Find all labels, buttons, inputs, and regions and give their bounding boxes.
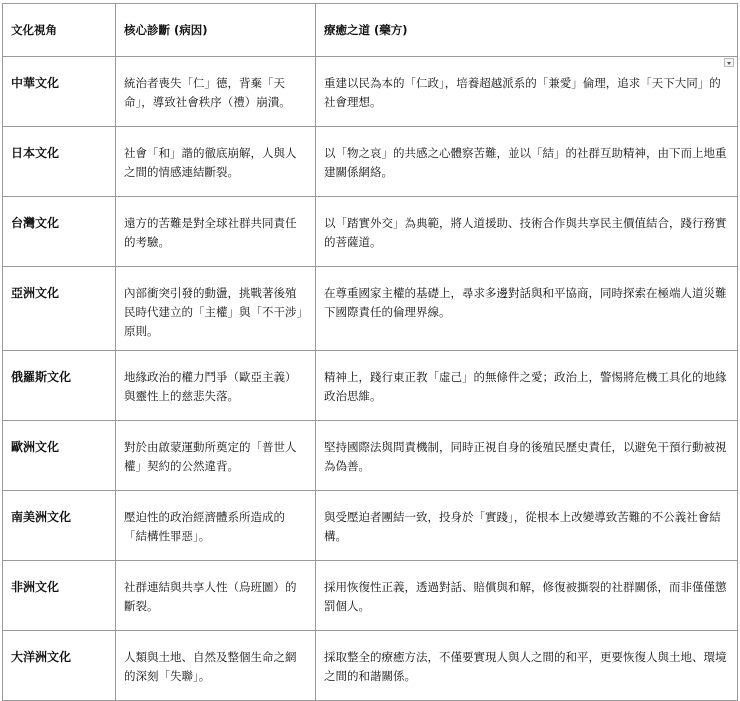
remedy-cell: 堅持國際法與問責機制，同時正視自身的後殖民歷史責任，以避免干預行動被視為偽善。 [316, 421, 738, 491]
diagnosis-cell: 社會「和」諧的徹底崩解，人與人之間的情感連結斷裂。 [116, 127, 316, 197]
table-row [3, 197, 738, 267]
table-row [3, 491, 738, 561]
culture-cell: 南美洲文化 [3, 491, 116, 561]
diagnosis-cell: 社群連結與共享人性（烏班圖）的斷裂。 [116, 561, 316, 631]
header-culture: 文化視角 [3, 4, 116, 57]
diagnosis-cell: 地緣政治的權力鬥爭（歐亞主義）與靈性上的慈悲失落。 [116, 351, 316, 421]
remedy-cell: 在尊重國家主權的基礎上，尋求多邊對話與和平協商，同時探索在極端人道災難下國際責任的倫理界線。 [316, 267, 738, 351]
header-diagnosis: 核心診斷 (病因) [116, 4, 316, 57]
table-header-row [3, 4, 738, 57]
culture-cell: 俄羅斯文化 [3, 351, 116, 421]
remedy-cell: 以「踏實外交」為典範，將人道援助、技術合作與共享民主價值結合，踐行務實的菩薩道。 [316, 197, 738, 267]
remedy-cell: 精神上，踐行東正教「虛己」的無條件之愛；政治上，警惕將危機工具化的地緣政治思維。 [316, 351, 738, 421]
remedy-cell: 以「物之哀」的共感之心體察苦難，並以「結」的社群互助精神，由下而上地重建關係網絡。 [316, 127, 738, 197]
diagnosis-cell: 內部衝突引發的動盪，挑戰著後殖民時代建立的「主權」與「不干涉」原則。 [116, 267, 316, 351]
culture-cell: 非洲文化 [3, 561, 116, 631]
culture-cell: 大洋洲文化 [3, 631, 116, 701]
table-row [3, 267, 738, 351]
culture-cell: 歐洲文化 [3, 421, 116, 491]
remedy-cell: 重建以民為本的「仁政」，培養超越派系的「兼愛」倫理，追求「天下大同」的社會理想。 [316, 57, 738, 127]
remedy-cell: 採取整全的療癒方法，不僅要實現人與人之間的和平，更要恢復人與土地、環境之間的和諧關係。 [316, 631, 738, 701]
diagnosis-cell: 對於由啟蒙運動所奠定的「普世人權」契約的公然違背。 [116, 421, 316, 491]
remedy-cell: 採用恢復性正義，透過對話、賠償與和解，修復被撕裂的社群關係，而非僅僅懲罰個人。 [316, 561, 738, 631]
diagnosis-cell: 人類與土地、自然及整個生命之網的深刻「失聯」。 [116, 631, 316, 701]
culture-cell: 亞洲文化 [3, 267, 116, 351]
culture-cell: 台灣文化 [3, 197, 116, 267]
table-row [3, 127, 738, 197]
culture-cell: 日本文化 [3, 127, 116, 197]
header-remedy: 療癒之道 (藥方) [316, 4, 738, 57]
cell-dropdown-icon[interactable] [724, 58, 734, 67]
table-row [3, 561, 738, 631]
culture-comparison-table [2, 3, 738, 701]
table-row [3, 57, 738, 127]
diagnosis-cell: 遠方的苦難是對全球社群共同責任的考驗。 [116, 197, 316, 267]
diagnosis-cell: 壓迫性的政治經濟體系所造成的「結構性罪惡」。 [116, 491, 316, 561]
table-row [3, 631, 738, 701]
diagnosis-cell: 統治者喪失「仁」德，背棄「天命」，導致社會秩序（禮）崩潰。 [116, 57, 316, 127]
culture-cell: 中華文化 [3, 57, 116, 127]
remedy-cell: 與受壓迫者團結一致，投身於「實踐」，從根本上改變導致苦難的不公義社會結構。 [316, 491, 738, 561]
table-row [3, 351, 738, 421]
table-row [3, 421, 738, 491]
